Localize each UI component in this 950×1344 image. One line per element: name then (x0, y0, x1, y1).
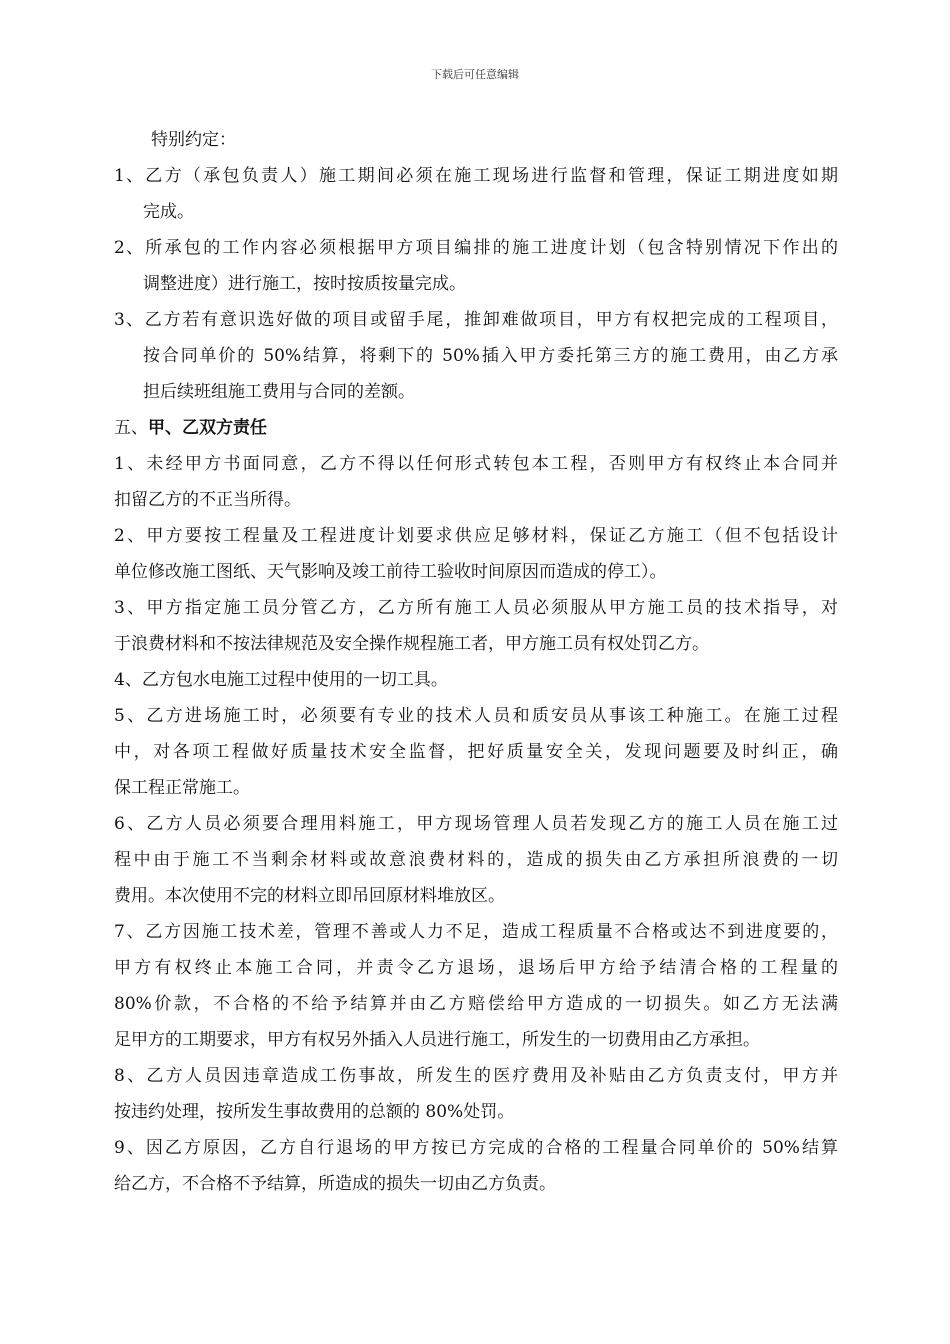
responsibility-line: 5、乙方进场施工时，必须要有专业的技术人员和质安员从事该工种施工。在施工过程 (114, 706, 838, 726)
responsibility-line: 4、乙方包水电施工过程中使用的一切工具。 (114, 670, 448, 690)
responsibility-item (114, 806, 838, 914)
responsibility-line: 2、甲方要按工程量及工程进度计划要求供应足够材料，保证乙方施工（但不包括设计 (114, 526, 838, 546)
responsibility-line: 费用。本次使用不完的材料立即吊回原材料堆放区。 (114, 886, 505, 906)
responsibility-line: 于浪费材料和不按法律规范及安全操作规程施工者，甲方施工员有权处罚乙方。 (114, 634, 709, 654)
responsibility-item (114, 1058, 838, 1130)
item-text: 担后续班组施工费用与合同的差额。 (143, 382, 415, 402)
special-terms-list (114, 158, 838, 410)
special-term-line (114, 230, 838, 266)
responsibility-line: 8、乙方人员因违章造成工伤事故，所发生的医疗费用及补贴由乙方负责支付，甲方并 (114, 1066, 838, 1086)
special-term-line (114, 302, 838, 338)
page-header: 下载后可任意编辑 (431, 68, 519, 81)
special-term-line (114, 266, 838, 302)
responsibility-item (114, 1130, 838, 1202)
section-title: 甲、乙双方责任 (148, 418, 267, 438)
responsibility-line: 6、乙方人员必须要合理用料施工，甲方现场管理人员若发现乙方的施工人员在施工过 (114, 814, 838, 834)
responsibility-item (114, 914, 838, 1058)
item-text: 乙方（承包负责人）施工期间必须在施工现场进行监督和管理，保证工期进度如期 (143, 166, 838, 186)
section-heading (114, 410, 838, 446)
item-number: 3、 (114, 310, 143, 330)
responsibility-line: 9、因乙方原因，乙方自行退场的甲方按已方完成的合格的工程量合同单价的 50%结算 (114, 1138, 838, 1158)
responsibility-item (114, 698, 838, 806)
item-text: 所承包的工作内容必须根据甲方项目编排的施工进度计划（包含特别情况下作出的 (143, 238, 838, 258)
responsibility-line: 1、未经甲方书面同意，乙方不得以任何形式转包本工程，否则甲方有权终止本合同并 (114, 454, 838, 474)
responsibility-line: 程中由于施工不当剩余材料或故意浪费材料的，造成的损失由乙方承担所浪费的一切 (114, 850, 838, 870)
responsibility-line: 甲方有权终止本施工合同，并责令乙方退场，退场后甲方给予结清合格的工程量的 (114, 958, 838, 978)
item-number: 1、 (114, 166, 143, 186)
document-body (114, 122, 838, 1202)
responsibility-item (114, 518, 838, 590)
responsibility-item (114, 662, 838, 698)
special-terms-title: 特别约定： (151, 130, 236, 150)
special-term-item (114, 158, 838, 230)
responsibility-line: 单位修改施工图纸、天气影响及竣工前待工验收时间原因而造成的停工）。 (114, 562, 667, 582)
responsibility-line: 足甲方的工期要求，甲方有权另外插入人员进行施工，所发生的一切费用由乙方承担。 (114, 1030, 760, 1050)
special-term-item (114, 230, 838, 302)
responsibility-line: 保工程正常施工。 (114, 778, 250, 798)
responsibility-list (114, 446, 838, 1202)
responsibility-line: 7、乙方因施工技术差，管理不善或人力不足，造成工程质量不合格或达不到进度要的， (114, 922, 838, 942)
special-term-line (114, 374, 838, 410)
item-text: 调整进度）进行施工，按时按质按量完成。 (143, 274, 466, 294)
responsibility-line: 给乙方，不合格不予结算，所造成的损失一切由乙方负责。 (114, 1174, 556, 1194)
responsibility-item (114, 446, 838, 518)
item-number: 2、 (114, 238, 143, 258)
section-number: 五、 (114, 418, 148, 438)
item-text: 完成。 (143, 202, 194, 222)
item-text: 按合同单价的 50%结算，将剩下的 50%插入甲方委托第三方的施工费用，由乙方承 (143, 346, 838, 366)
responsibility-line: 3、甲方指定施工员分管乙方，乙方所有施工人员必须服从甲方施工员的技术指导，对 (114, 598, 838, 618)
item-text: 乙方若有意识选好做的项目或留手尾，推卸难做项目，甲方有权把完成的工程项目， (143, 310, 838, 330)
responsibility-line: 扣留乙方的不正当所得。 (114, 490, 301, 510)
special-term-line (114, 194, 838, 230)
special-term-item (114, 302, 838, 410)
responsibility-line: 按违约处理，按所发生事故费用的总额的 80%处罚。 (114, 1102, 515, 1122)
responsibility-line: 中，对各项工程做好质量技术安全监督，把好质量安全关，发现问题要及时纠正，确 (114, 742, 838, 762)
responsibility-line: 80%价款，不合格的不给予结算并由乙方赔偿给甲方造成的一切损失。如乙方无法满 (114, 994, 838, 1014)
special-term-line (114, 158, 838, 194)
responsibility-item (114, 590, 838, 662)
special-term-line (114, 338, 838, 374)
